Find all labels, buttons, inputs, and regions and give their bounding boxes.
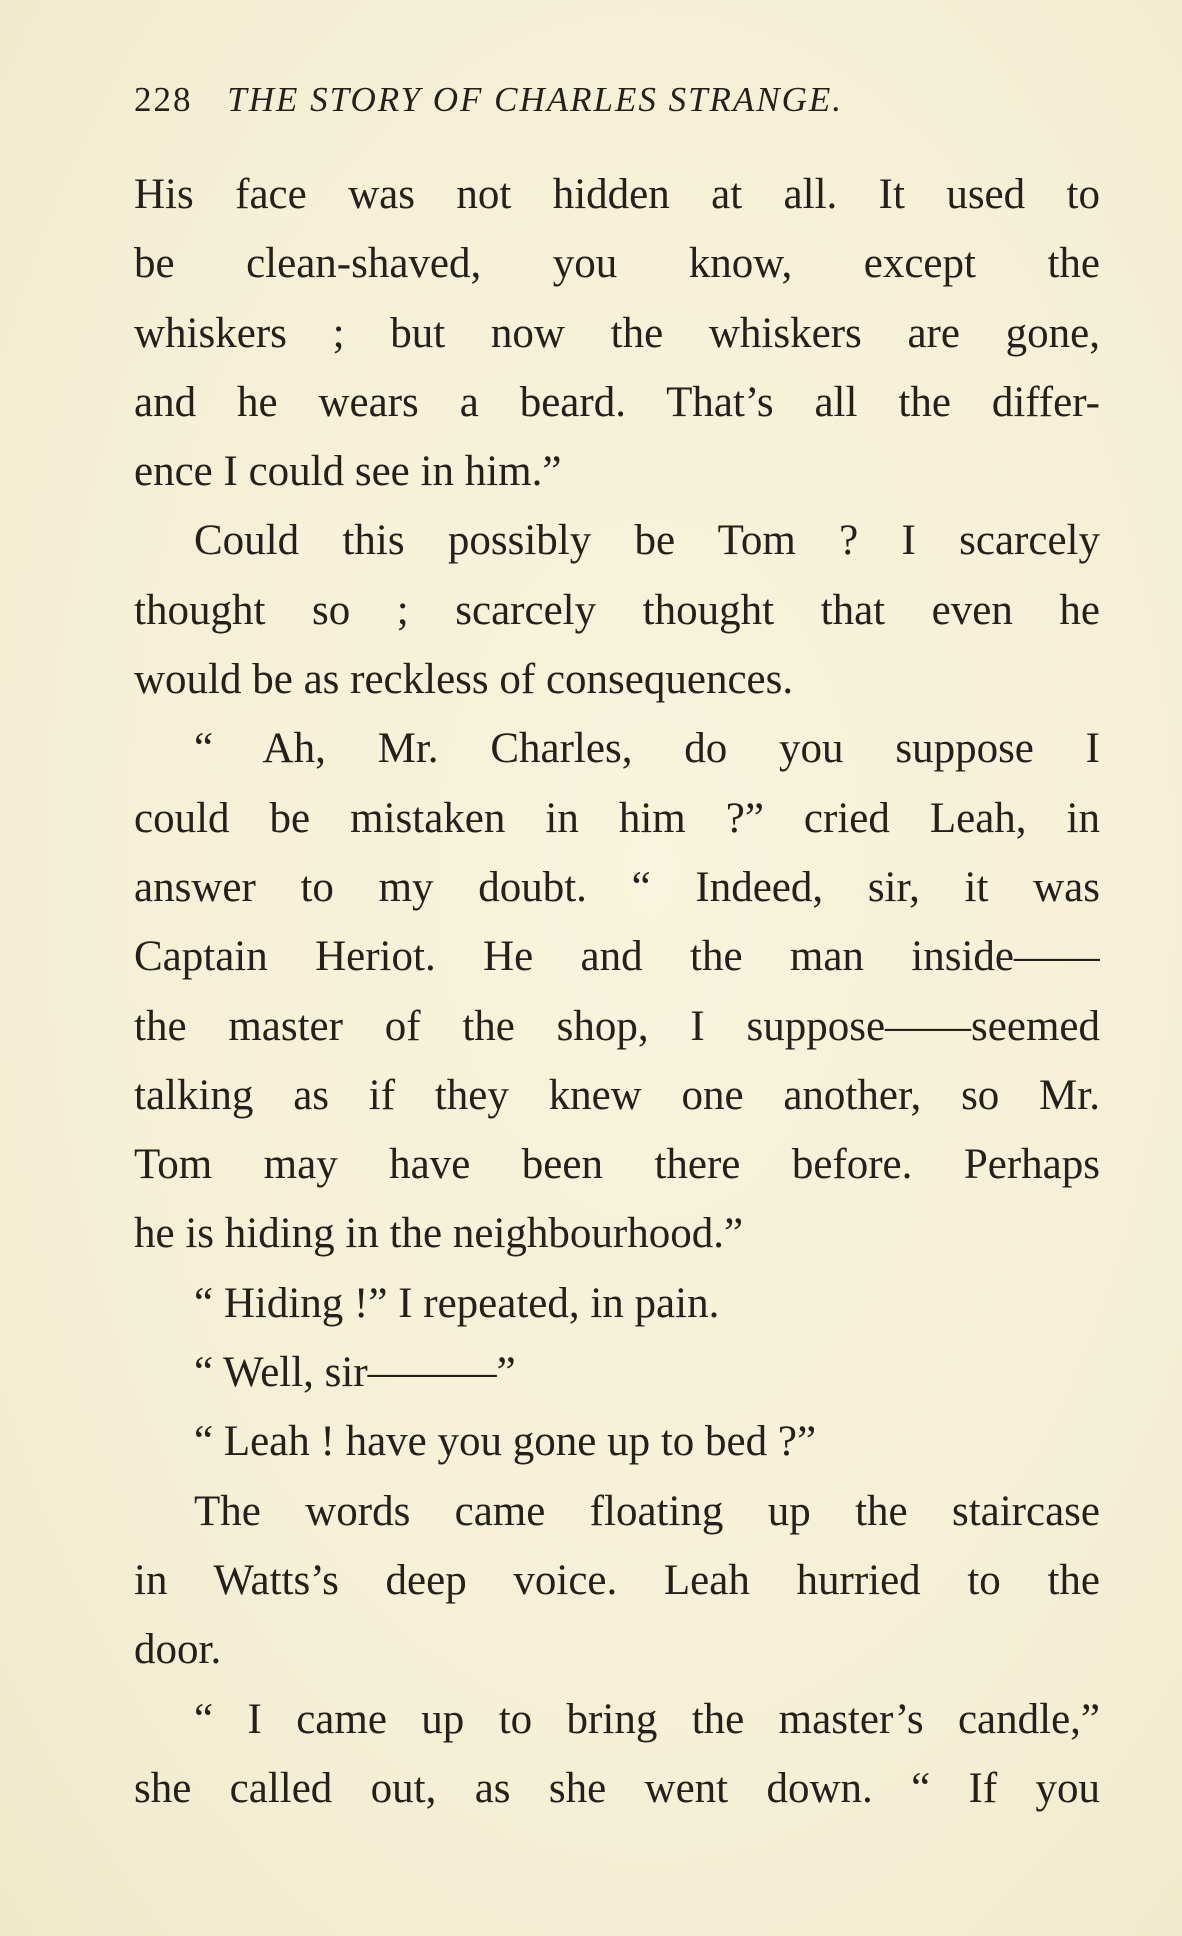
text-line: ence I could see in him.” [134, 448, 562, 496]
text-line: His face was not hidden at all. It used to [134, 171, 1100, 218]
text-line: could be mistaken in him ?” cried Leah, in [134, 794, 1100, 842]
text-line: talking as if they knew one another, so Mr. [134, 1071, 1100, 1119]
text-line: in Watts’s deep voice. Leah hurried to the [134, 1556, 1100, 1604]
body-text [134, 160, 1100, 1823]
page-number: 228 [134, 80, 193, 119]
text-line: Tom may have been there before. Perhaps [134, 1141, 1100, 1189]
text-line: he is hiding in the neighbourhood.” [134, 1210, 744, 1258]
text-line: Could this possibly be Tom ? I scarcely [194, 517, 1100, 565]
text-line: The words came floating up the staircase [194, 1487, 1100, 1535]
text-line: Captain Heriot. He and the man inside—— [134, 933, 1100, 981]
text-line: thought so ; scarcely thought that even he [134, 586, 1100, 634]
text-line: “ I came up to bring the master’s candle,” [194, 1695, 1100, 1743]
text-line: answer to my doubt. “ Indeed, sir, it was [134, 863, 1100, 911]
text-line: “ Ah, Mr. Charles, do you suppose I [194, 725, 1100, 773]
text-line: and he wears a beard. That’s all the differ- [134, 378, 1100, 426]
text-line: “ Well, sir———” [194, 1349, 516, 1397]
running-head [134, 78, 1114, 122]
text-line: “ Leah ! have you gone up to bed ?” [194, 1418, 817, 1466]
text-line: she called out, as she went down. “ If you [134, 1764, 1100, 1812]
text-line: would be as reckless of consequences. [134, 656, 794, 704]
text-line: “ Hiding !” I repeated, in pain. [194, 1279, 720, 1327]
text-line: door. [134, 1626, 222, 1674]
text-line: whiskers ; but now the whiskers are gone, [134, 309, 1100, 357]
text-line: be clean-shaved, you know, except the [134, 240, 1100, 288]
running-title: THE STORY OF CHARLES STRANGE. [227, 80, 844, 119]
text-line: the master of the shop, I suppose——seemed [134, 1002, 1100, 1050]
